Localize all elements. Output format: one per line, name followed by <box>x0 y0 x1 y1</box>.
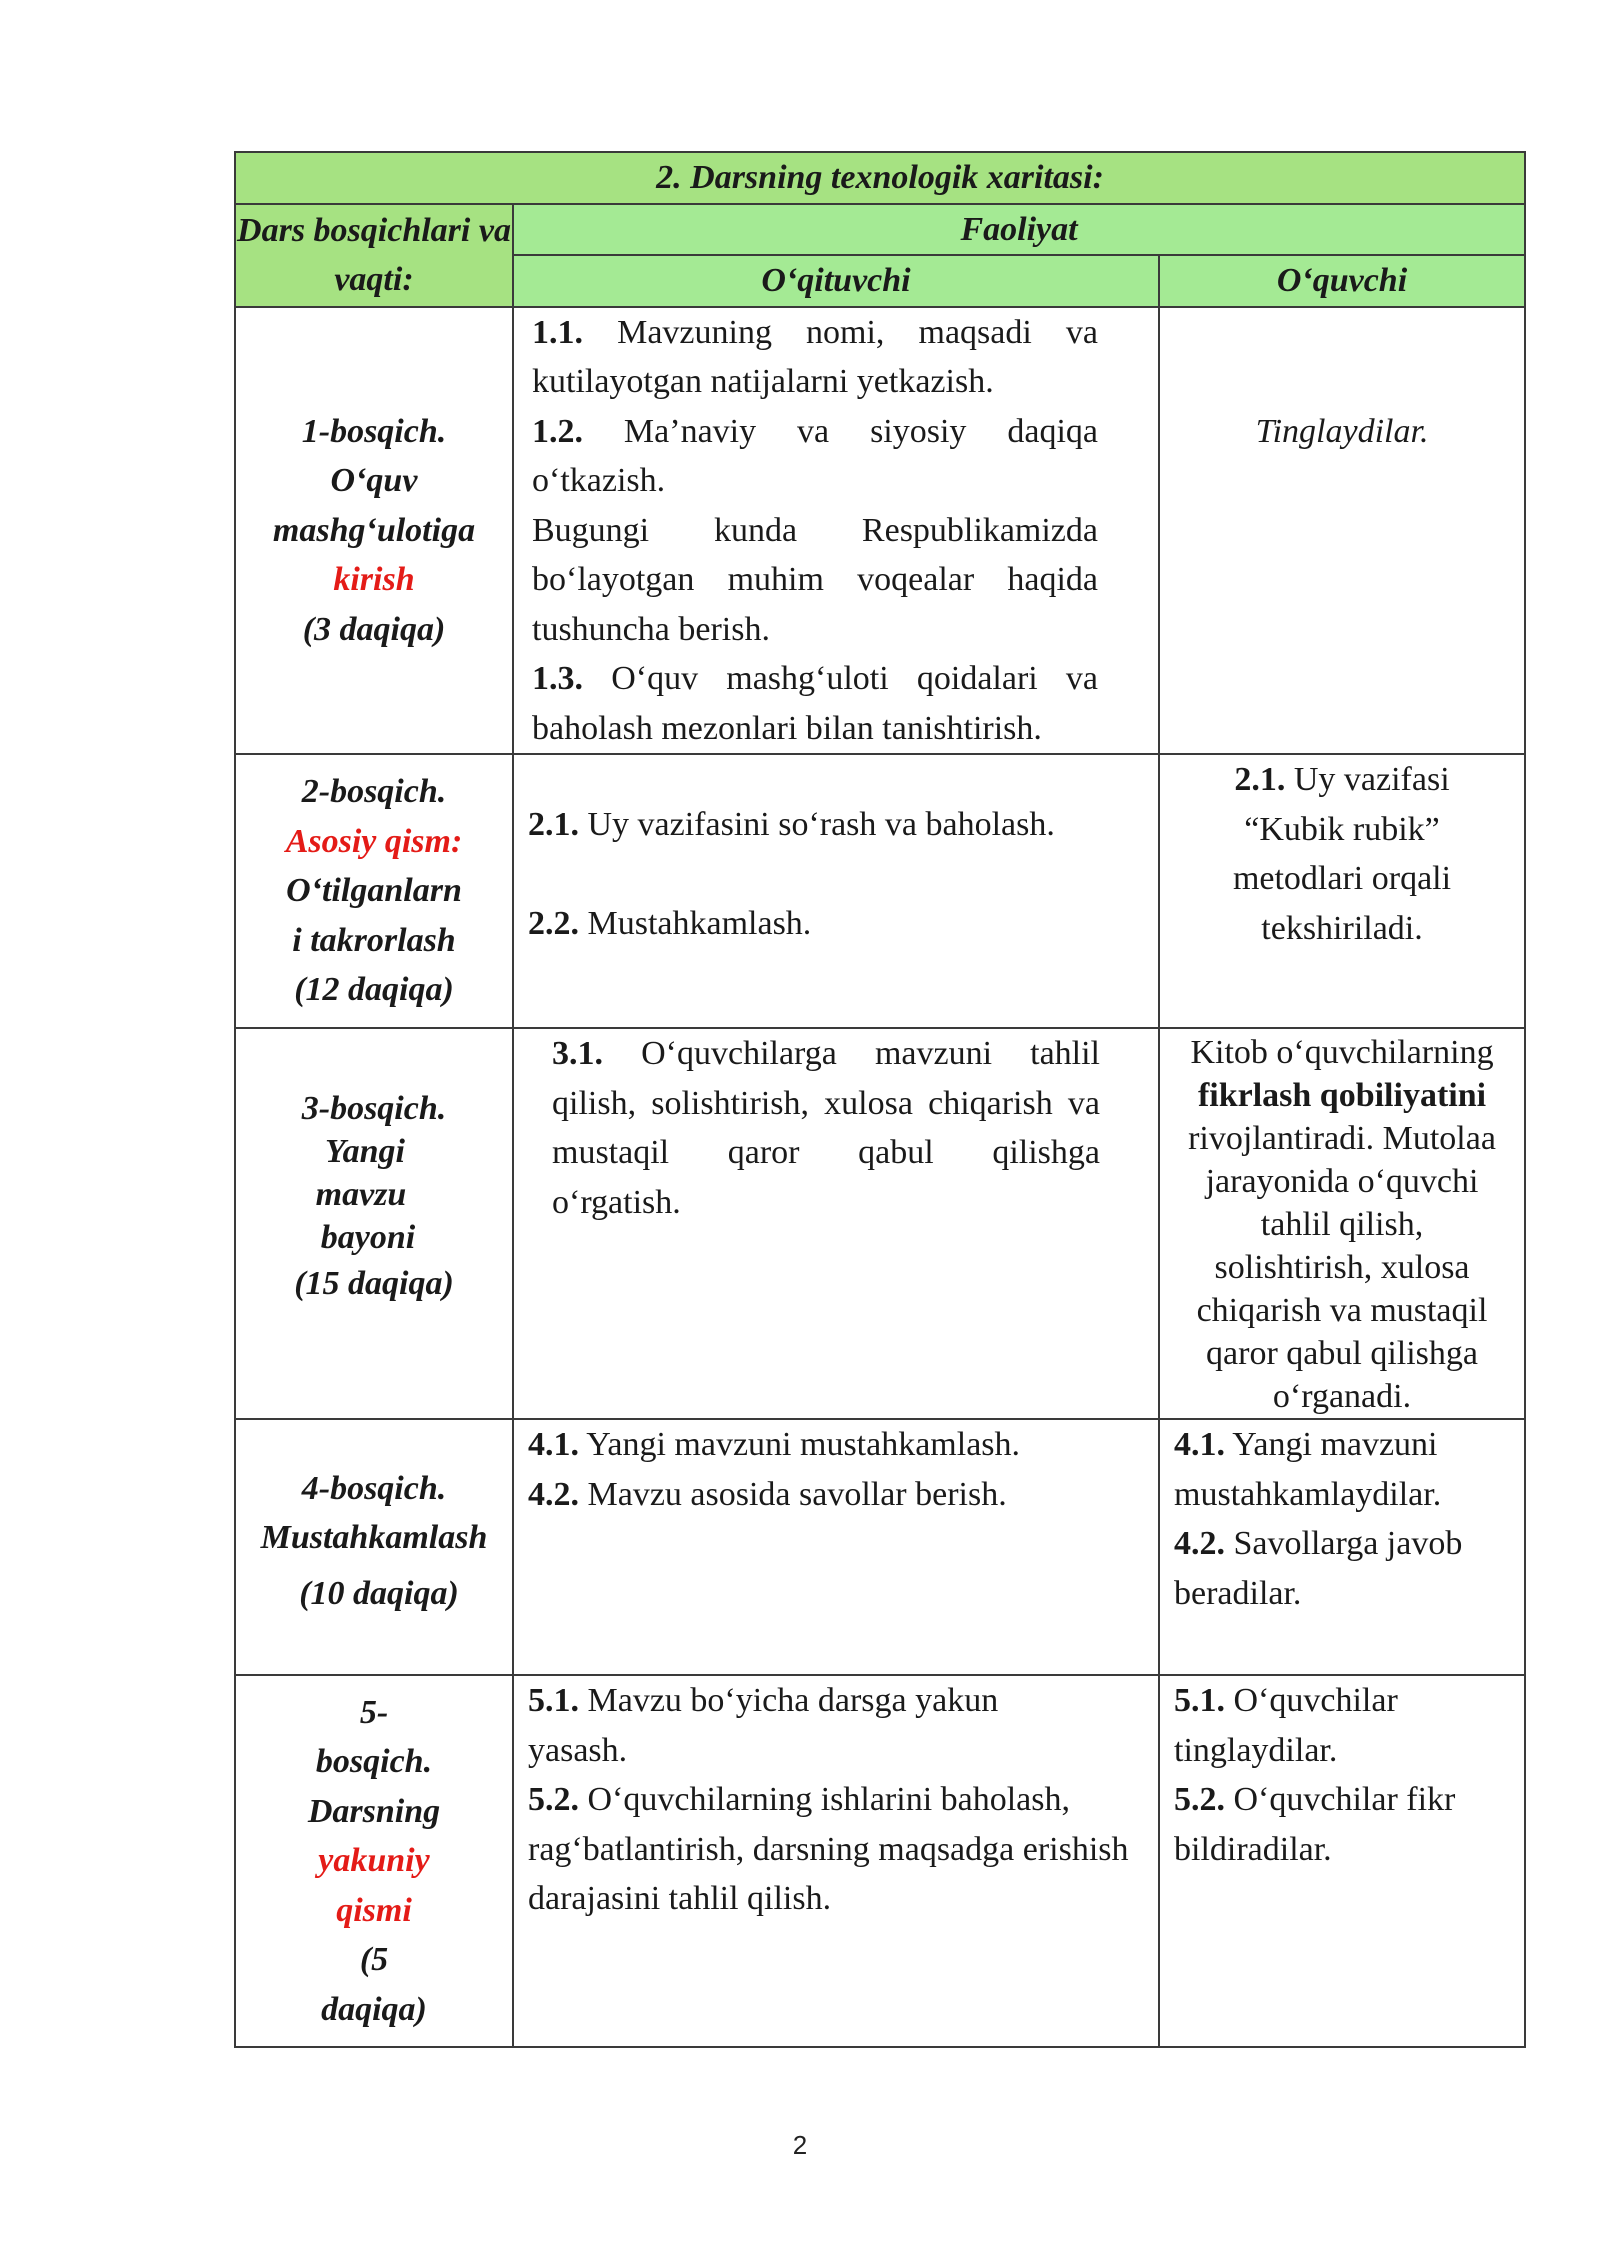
table-row <box>235 754 1525 1028</box>
stage-line: O‘tilganlarn <box>286 872 462 910</box>
table-row <box>235 307 1525 755</box>
teacher-item: Bugungi kunda Respublikamizda bo‘layotgan muhim voqealar haqida tushuncha berish. <box>532 511 1098 648</box>
stage-line: 1-bosqich. <box>301 412 447 450</box>
stage-line: mavzu <box>315 1176 407 1213</box>
page-number: 2 <box>792 2130 808 2160</box>
stage-line: (10 daqiqa) <box>299 1574 459 1612</box>
teacher-item: 4.1. Yangi mavzuni mustahkamlash. <box>528 1426 1021 1463</box>
lesson-map-table <box>234 151 1526 2048</box>
stage-line: O‘quv <box>330 462 418 499</box>
teacher-item: 1.2. Ma’naviy va siyosiy daqiqa o‘tkazish. <box>532 412 1098 499</box>
stage-line: (3 daqiqa) <box>302 610 446 648</box>
teacher-item: 1.3. O‘quv mashg‘uloti qoidalari va baholash mezonlari bilan tanishtirish. <box>532 660 1098 747</box>
student-item: 5.1. O‘quvchilar tinglaydilar. <box>1174 1682 1398 1769</box>
stage-line: 2-bosqich. <box>301 773 447 811</box>
student-column-header: O‘quvchi <box>1159 255 1525 307</box>
stage-column-header: Dars bosqichlari va vaqti: <box>235 204 513 307</box>
student-text: rivojlantiradi. Mutolaa jarayonida o‘quvchi tahlil qilish, solishtirish, xulosa chiqarish va mustaqil qaror qabul qilishga o‘rganadi. <box>1188 1120 1496 1415</box>
table-row <box>235 1675 1525 2047</box>
stage-line: 4-bosqich. <box>301 1469 447 1507</box>
stage-line: Yangi <box>324 1133 405 1170</box>
stage-cell <box>235 754 513 1028</box>
stage-cell <box>235 1675 513 2047</box>
teacher-column-header: O‘qituvchi <box>513 255 1159 307</box>
teacher-item: 5.1. Mavzu bo‘yicha darsga yakun yasash. <box>528 1682 999 1769</box>
stage-line-highlight: Asosiy qism: <box>285 822 463 860</box>
stage-cell <box>235 307 513 755</box>
teacher-item: 1.1. Mavzuning nomi, maqsadi va kutilayotgan natijalarni yetkazish. <box>532 313 1098 400</box>
student-cell <box>1159 307 1525 755</box>
student-text: Kitob o‘quvchilarning <box>1190 1034 1494 1071</box>
teacher-item: 3.1. O‘quvchilarga mavzuni tahlil qilish, solishtirish, xulosa chiqarish va mustaqil qaror qabul qilishga o‘rgatish. <box>552 1035 1100 1221</box>
teacher-cell <box>513 1028 1159 1419</box>
stage-line-highlight: kirish <box>333 561 415 598</box>
stage-line: bosqich. <box>315 1743 433 1781</box>
student-cell <box>1159 1419 1525 1675</box>
activity-column-header: Faoliyat <box>513 204 1525 256</box>
stage-line: Mustahkamlash <box>260 1519 488 1557</box>
teacher-item: 2.2. Mustahkamlash. <box>528 904 812 942</box>
table-row <box>235 1028 1525 1419</box>
stage-line: i takrorlash <box>292 921 456 959</box>
teacher-cell <box>513 1675 1159 2047</box>
stage-line: mashg‘ulotiga <box>272 511 476 549</box>
stage-line-highlight: qismi <box>336 1891 412 1929</box>
student-cell <box>1159 1028 1525 1419</box>
teacher-cell <box>513 754 1159 1028</box>
teacher-cell <box>513 1419 1159 1675</box>
student-item: 4.2. Savollarga javob beradilar. <box>1174 1525 1463 1612</box>
student-text: 2.1. Uy vazifasi “Kubik rubik” metodlari orqali tekshiriladi. <box>1232 761 1452 947</box>
stage-line: (5 <box>359 1941 389 1979</box>
teacher-cell <box>513 307 1159 755</box>
student-text-bold: fikrlash qobiliyatini <box>1197 1077 1487 1114</box>
stage-line-highlight: yakuniy <box>318 1842 430 1880</box>
table-title: 2. Darsning texnologik xaritasi: <box>235 152 1525 204</box>
stage-cell <box>235 1028 513 1419</box>
student-item: 5.2. O‘quvchilar fikr bildiradilar. <box>1174 1781 1456 1868</box>
stage-line: 3-bosqich. <box>301 1090 447 1127</box>
stage-line: 5- <box>359 1693 389 1731</box>
teacher-item: 2.1. Uy vazifasini so‘rash va baholash. <box>528 806 1055 843</box>
stage-line: (15 daqiqa) <box>294 1265 454 1302</box>
teacher-item: 5.2. O‘quvchilarning ishlarini baholash, rag‘batlantirish, darsning maqsadga erishish darajasini tahlil qilish. <box>528 1781 1129 1917</box>
stage-line: Darsning <box>307 1792 441 1830</box>
stage-line: bayoni <box>320 1219 416 1256</box>
student-cell <box>1159 754 1525 1028</box>
teacher-item: 4.2. Mavzu asosida savollar berish. <box>528 1475 1007 1513</box>
stage-line: (12 daqiqa) <box>294 971 454 1009</box>
student-item: 4.1. Yangi mavzuni mustahkamlaydilar. <box>1174 1426 1442 1513</box>
stage-cell <box>235 1419 513 1675</box>
table-row <box>235 1419 1525 1675</box>
student-cell <box>1159 1675 1525 2047</box>
stage-line: daqiqa) <box>321 1990 427 2028</box>
student-text: Tinglaydilar. <box>1255 412 1429 450</box>
